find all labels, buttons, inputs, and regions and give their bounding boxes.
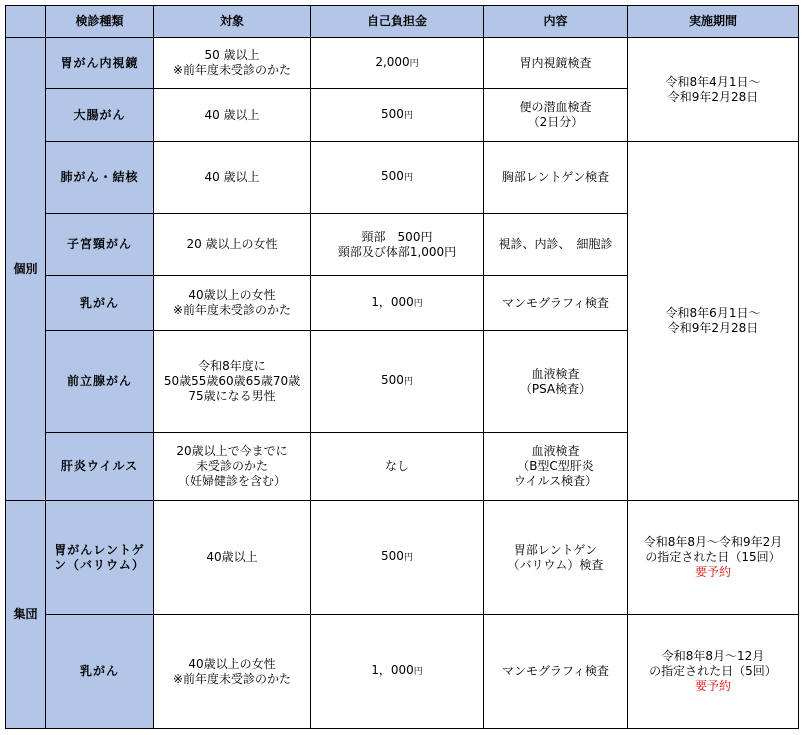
- exam-period: 令和8年8月～12月 の指定された日（5回） 要予約: [628, 615, 799, 729]
- exam-fee: 500円: [311, 501, 484, 615]
- exam-content: 胃部レントゲン （バリウム）検査: [484, 501, 628, 615]
- exam-content: マンモグラフィ検査: [484, 615, 628, 729]
- exam-period: 令和8年8月～令和9年2月 の指定された日（15回） 要予約: [628, 501, 799, 615]
- exam-target: 40歳以上: [154, 501, 311, 615]
- table-row: [6, 38, 799, 89]
- exam-fee: 2,000円: [311, 38, 484, 89]
- exam-fee: 500円: [311, 142, 484, 214]
- exam-period: 令和8年4月1日～ 令和9年2月28日: [628, 38, 799, 142]
- exam-name: 胃がん内視鏡: [46, 38, 154, 89]
- exam-target: 40 歳以上: [154, 89, 311, 142]
- group-individual: 個別: [6, 38, 46, 501]
- exam-name: 乳がん: [46, 276, 154, 331]
- exam-name: 肺がん・結核: [46, 142, 154, 214]
- exam-target: 50 歳以上 ※前年度未受診のかた: [154, 38, 311, 89]
- exam-name: 子宮頸がん: [46, 214, 154, 276]
- exam-fee: 頸部 500円 頸部及び体部1,000円: [311, 214, 484, 276]
- table-row: [6, 142, 799, 214]
- group-collective: 集団: [6, 501, 46, 729]
- exam-content: 便の潜血検査 （2日分）: [484, 89, 628, 142]
- header-blank: [6, 6, 46, 38]
- exam-name: 乳がん: [46, 615, 154, 729]
- exam-content: 血液検査 （PSA検査）: [484, 331, 628, 433]
- exam-target: 40 歳以上: [154, 142, 311, 214]
- exam-target: 40歳以上の女性 ※前年度未受診のかた: [154, 615, 311, 729]
- header-period: 実施期間: [628, 6, 799, 38]
- exam-fee: なし: [311, 433, 484, 501]
- exam-target: 20歳以上で今までに 未受診のかた （妊婦健診を含む）: [154, 433, 311, 501]
- exam-name: 肝炎ウイルス: [46, 433, 154, 501]
- exam-target: 40歳以上の女性 ※前年度未受診のかた: [154, 276, 311, 331]
- reservation-required: 要予約: [694, 565, 731, 579]
- reservation-required: 要予約: [694, 679, 731, 693]
- cancer-screening-table: [5, 5, 799, 729]
- header-fee: 自己負担金: [311, 6, 484, 38]
- exam-fee: 500円: [311, 331, 484, 433]
- exam-content: 胸部レントゲン検査: [484, 142, 628, 214]
- table-row: [6, 501, 799, 615]
- exam-fee: 1，000円: [311, 276, 484, 331]
- exam-period: 令和8年6月1日～ 令和9年2月28日: [628, 142, 799, 501]
- exam-target: 令和8年度に 50歳55歳60歳65歳70歳 75歳になる男性: [154, 331, 311, 433]
- exam-content: 血液検査 （B型C型肝炎 ウイルス検査）: [484, 433, 628, 501]
- header-type: 検診種類: [46, 6, 154, 38]
- exam-target: 20 歳以上の女性: [154, 214, 311, 276]
- exam-name: 胃がんレントゲン（バリウム）: [46, 501, 154, 615]
- exam-content: 視診、内診、 細胞診: [484, 214, 628, 276]
- exam-fee: 500円: [311, 89, 484, 142]
- exam-name: 大腸がん: [46, 89, 154, 142]
- header-content: 内容: [484, 6, 628, 38]
- exam-name: 前立腺がん: [46, 331, 154, 433]
- exam-content: マンモグラフィ検査: [484, 276, 628, 331]
- header-target: 対象: [154, 6, 311, 38]
- table-row: [6, 615, 799, 729]
- exam-fee: 1，000円: [311, 615, 484, 729]
- exam-content: 胃内視鏡検査: [484, 38, 628, 89]
